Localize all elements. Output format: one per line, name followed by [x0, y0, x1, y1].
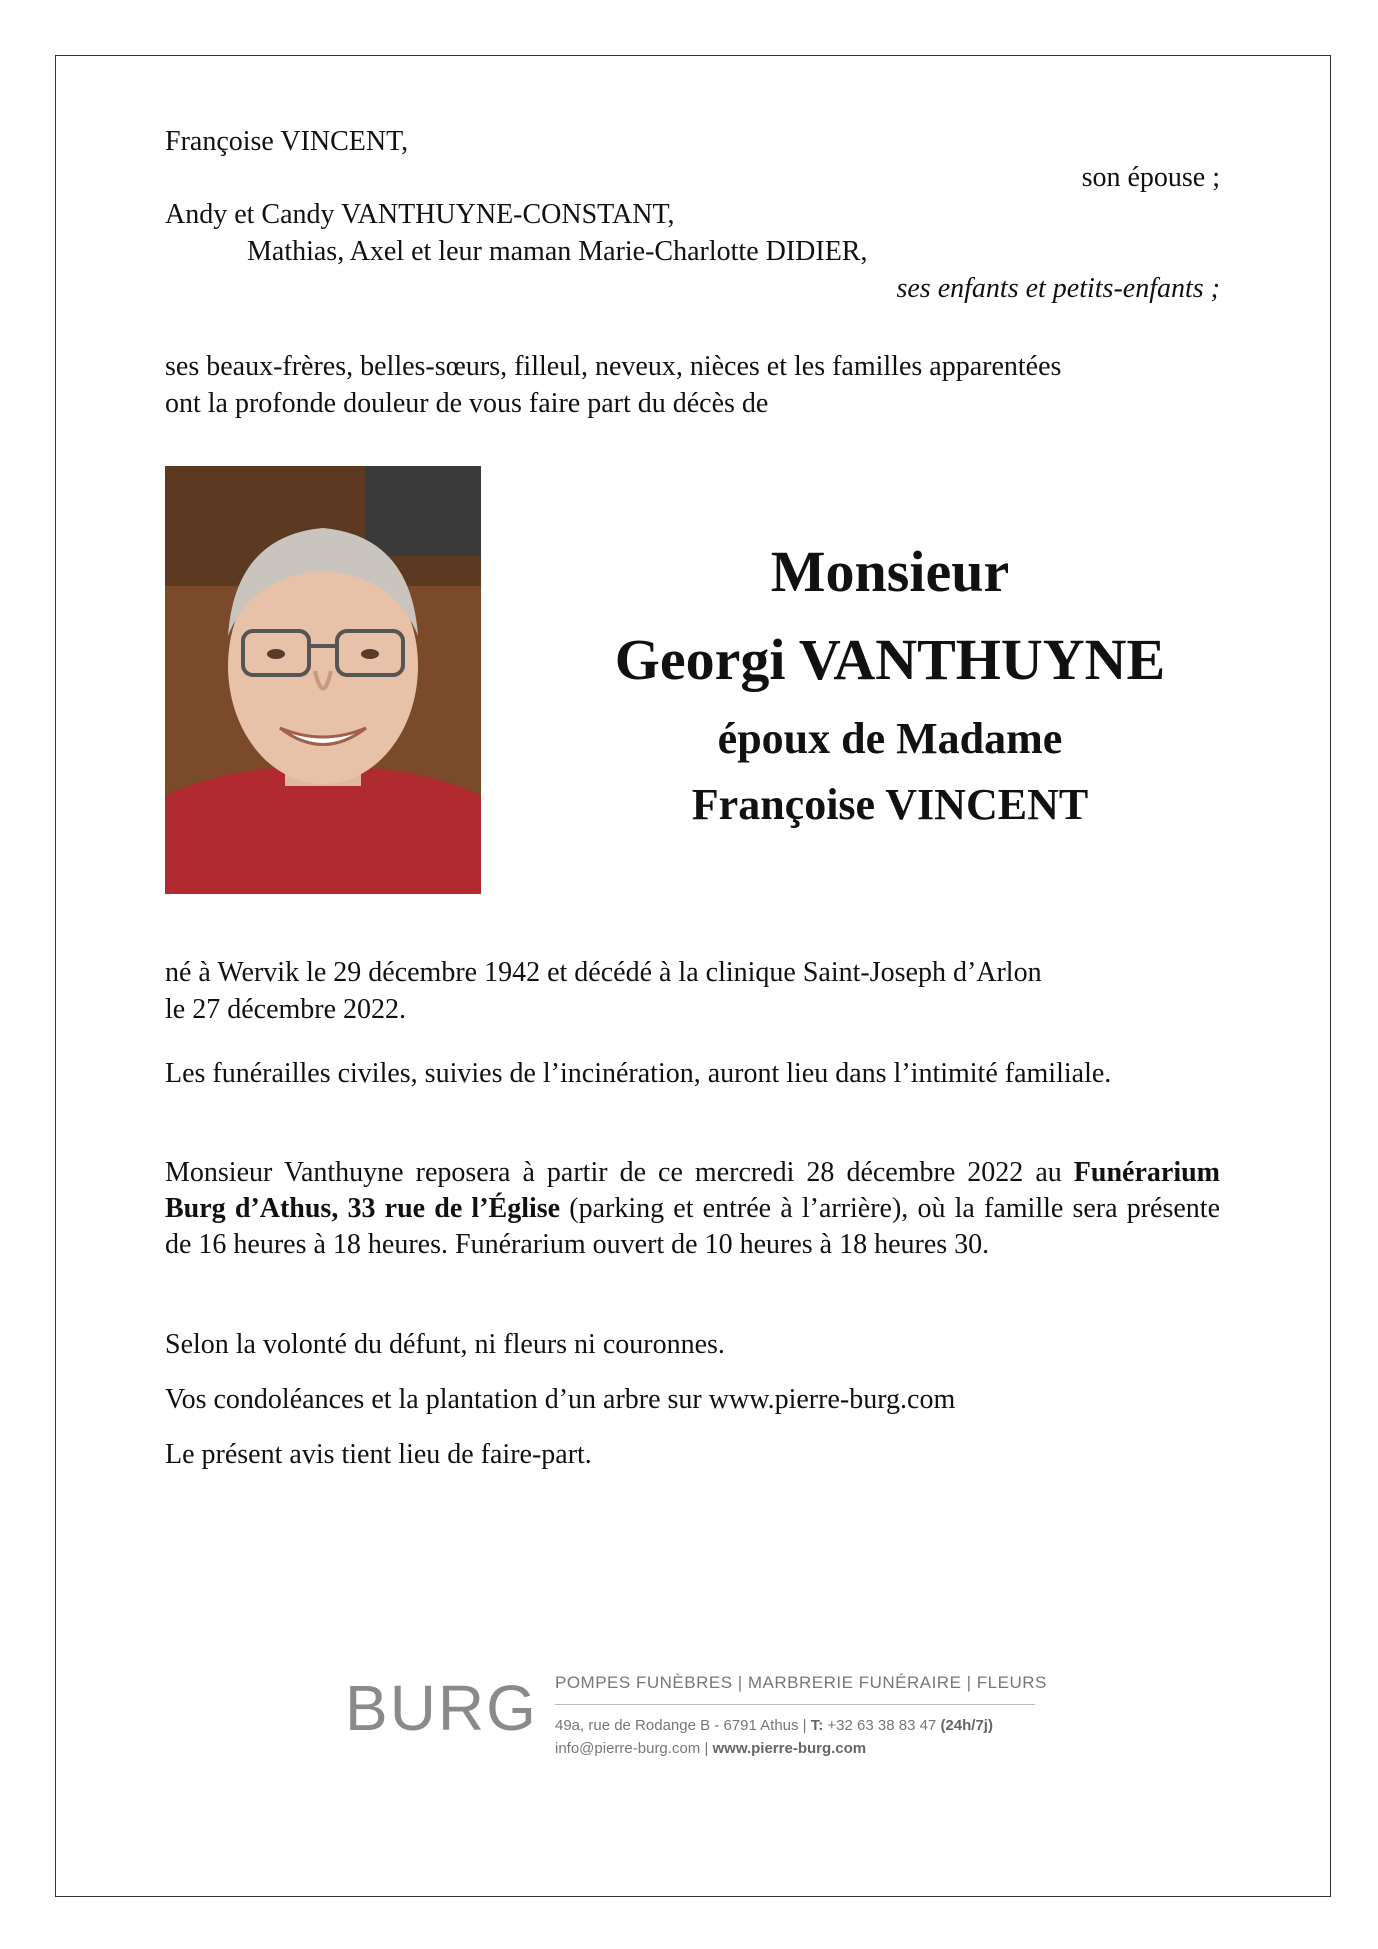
- viewing-details: (parking et entrée à l’arrière), où la famille sera présente de 16 heures à 18 heures. Funérarium ouvert de 10 heures à 18 heures 30.: [165, 1193, 1221, 1260]
- deceased-title: Monsieur: [770, 539, 1010, 604]
- burg-logo: [345, 1663, 538, 1753]
- viewing-paragraph: [165, 1155, 1220, 1263]
- flowers-note: Selon la volonté du défunt, ni fleurs ni couronnes.: [165, 1329, 725, 1360]
- birth-death-line1: né à Wervik le 29 décembre 1942 et décédé à la clinique Saint-Joseph d’Arlon: [165, 957, 1042, 988]
- children-names: Andy et Candy VANTHUYNE-CONSTANT,: [165, 199, 675, 230]
- deceased-spouse: Françoise VINCENT: [691, 780, 1089, 829]
- footer-website[interactable]: www.pierre-burg.com: [712, 1740, 867, 1757]
- funerarium-address: Funérarium Burg d’Athus, 33 rue de l’Église: [165, 1157, 1220, 1224]
- deceased-relation: époux de Madame: [717, 714, 1063, 763]
- footer-services: POMPES FUNÈBRES | MARBRERIE FUNÉRAIRE | FLEURS: [555, 1673, 1047, 1692]
- footer-email[interactable]: info@pierre-burg.com |: [555, 1740, 713, 1757]
- footer-phone-hours: (24h/7j): [940, 1717, 993, 1734]
- portrait-photo: [165, 466, 481, 894]
- funeral-paragraph: Les funérailles civiles, suivies de l’incinération, auront lieu dans l’intimité familiale.: [165, 1058, 1112, 1089]
- burg-logo-text: BURG: [345, 1672, 538, 1744]
- footer-address-phone: [555, 1717, 993, 1734]
- condolences-note: Vos condoléances et la plantation d’un arbre sur www.pierre-burg.com: [165, 1384, 956, 1415]
- grandchildren-names: Mathias, Axel et leur maman Marie-Charlotte DIDIER,: [247, 236, 868, 267]
- spouse-name: Françoise VINCENT,: [165, 126, 409, 157]
- extended-family: ses beaux-frères, belles-sœurs, filleul, neveux, nièces et les familles apparentées: [165, 351, 1062, 382]
- footer-divider: [555, 1704, 1035, 1705]
- footer-phone-label: T:: [810, 1717, 824, 1734]
- deceased-name: Georgi VANTHUYNE: [614, 627, 1166, 692]
- announcement-intro: ont la profonde douleur de vous faire part du décès de: [165, 388, 769, 419]
- viewing-intro: Monsieur Vanthuyne reposera à partir de ce mercredi 28 décembre 2022 au: [165, 1157, 1062, 1188]
- spouse-relation: son épouse ;: [1081, 162, 1220, 193]
- footer-phone: +32 63 38 83 47: [823, 1717, 941, 1734]
- footer-address: 49a, rue de Rodange B - 6791 Athus |: [555, 1717, 811, 1734]
- children-relation: ses enfants et petits-enfants ;: [896, 273, 1220, 304]
- notice-note: Le présent avis tient lieu de faire-part.: [165, 1439, 592, 1470]
- birth-death-line2: le 27 décembre 2022.: [165, 994, 407, 1025]
- footer-contact: [555, 1740, 866, 1757]
